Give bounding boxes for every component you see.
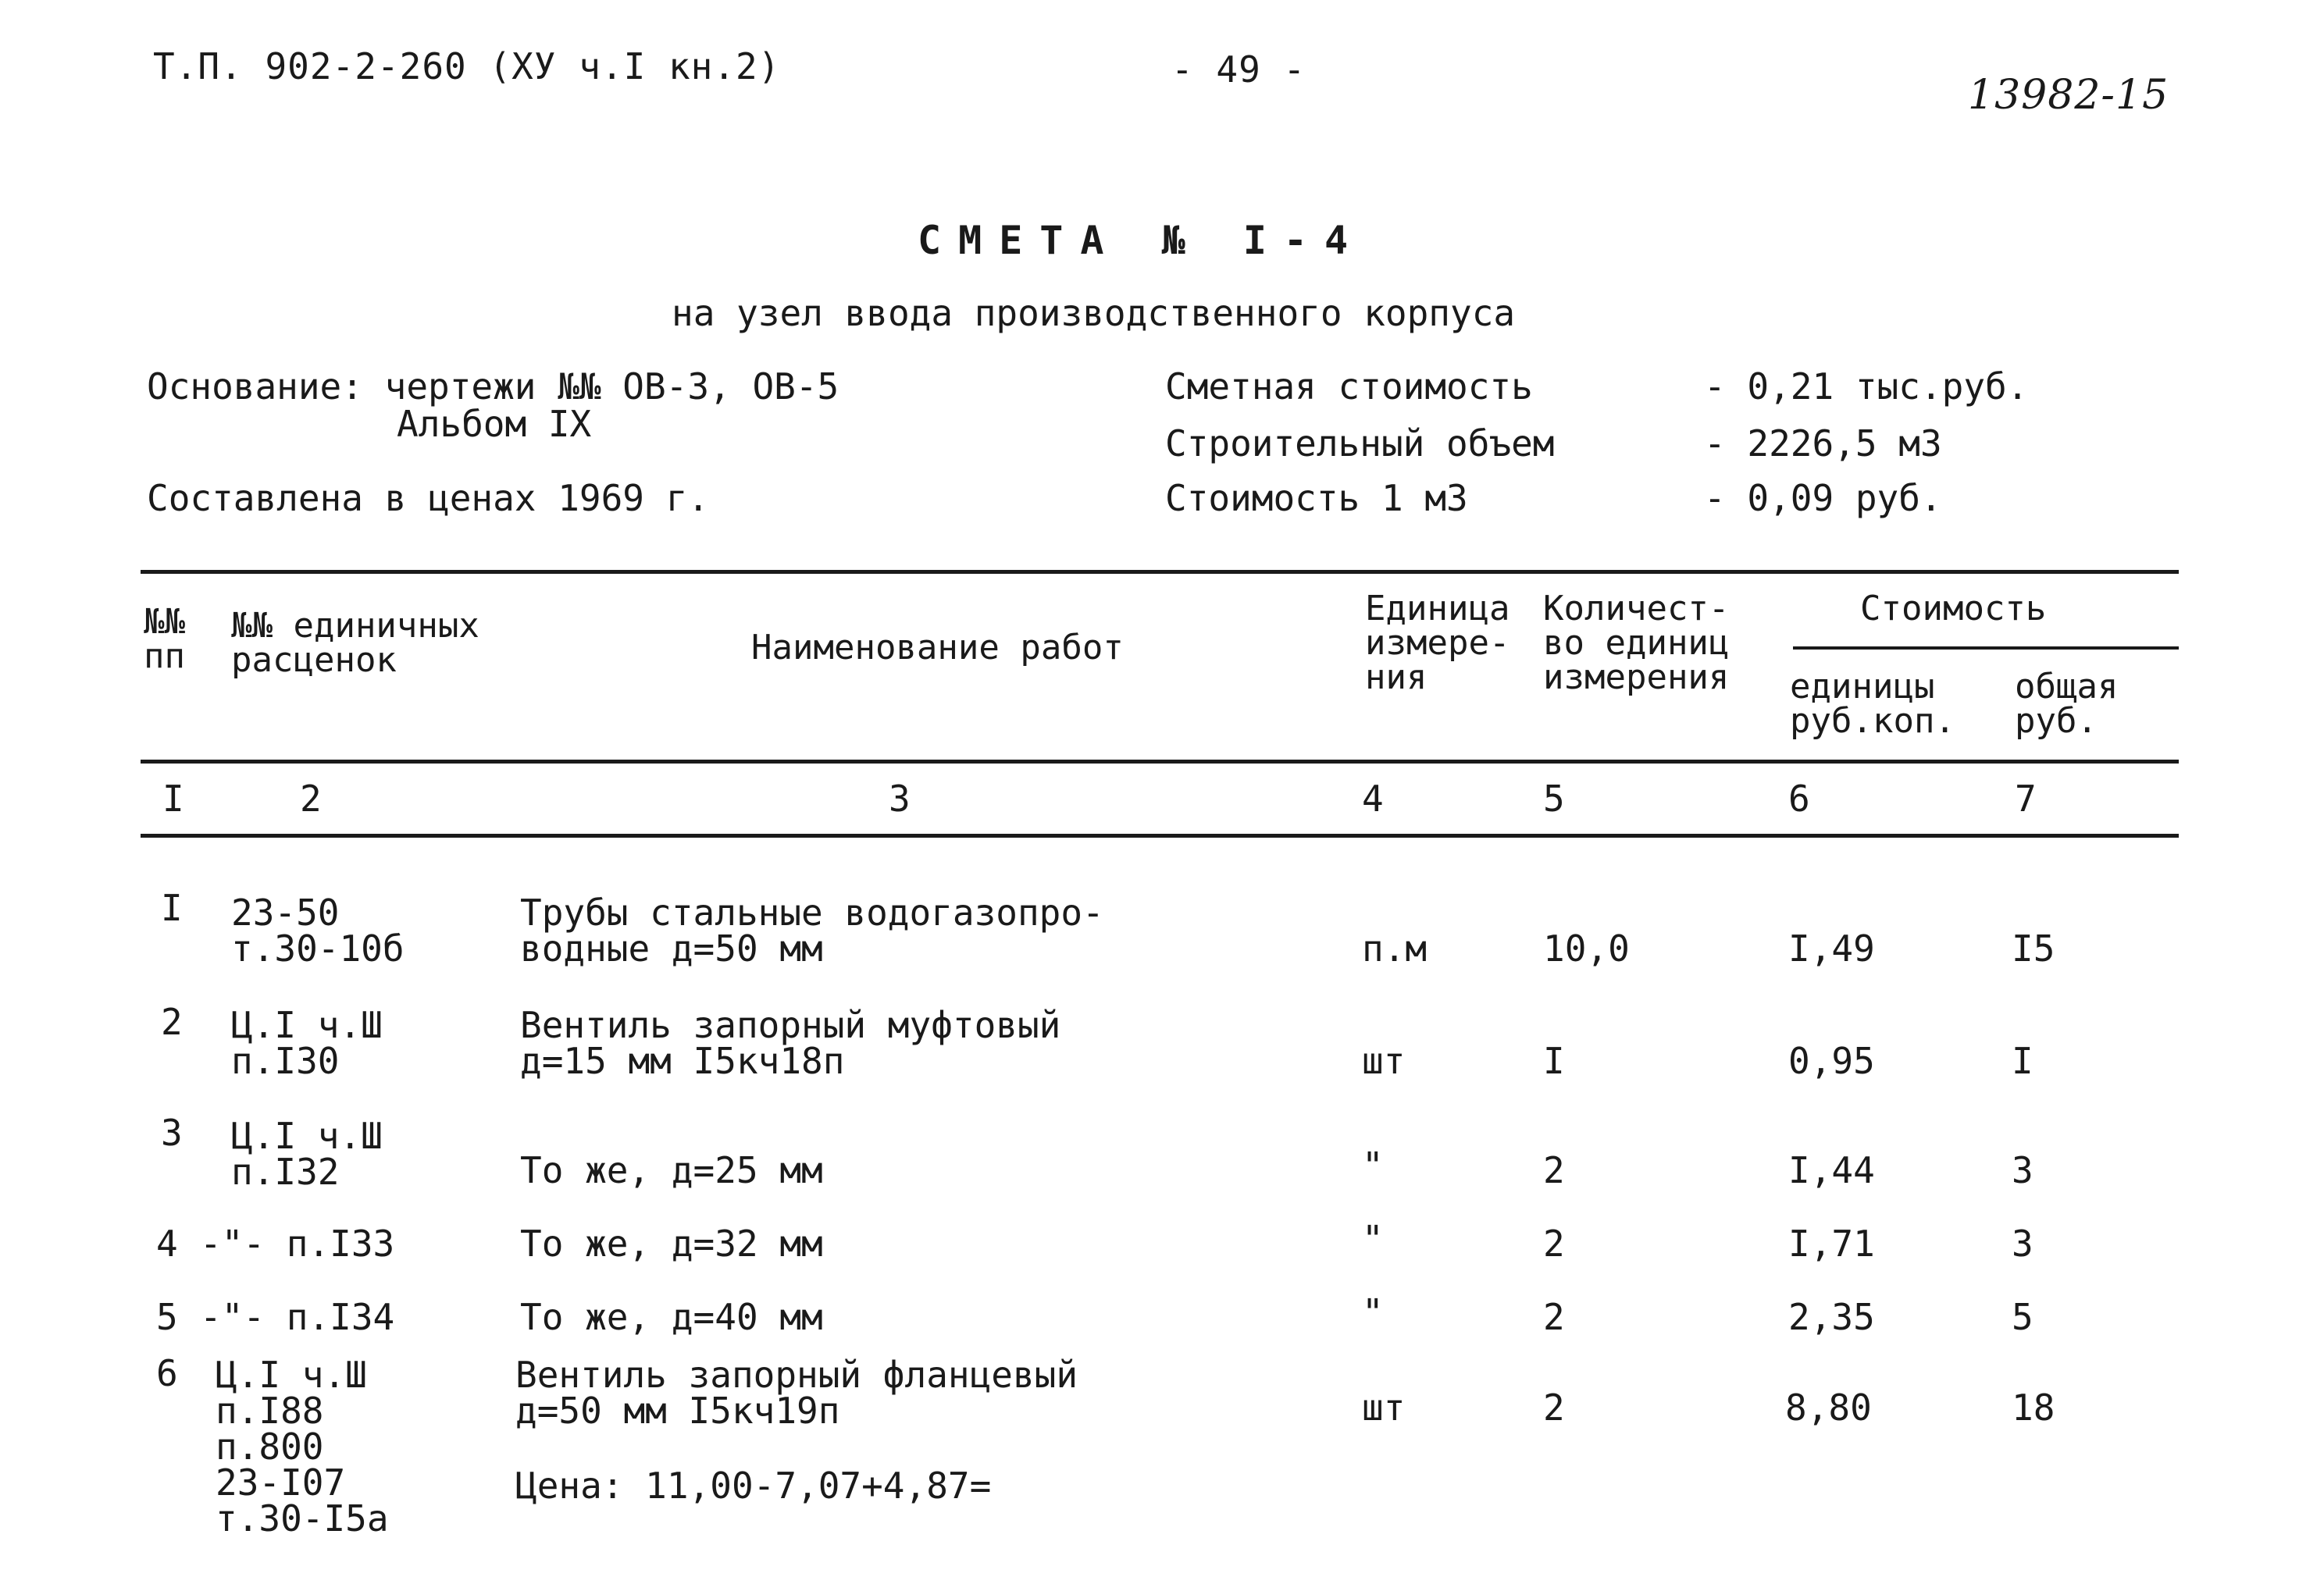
building-volume-label: Строительный объем bbox=[1165, 422, 1555, 465]
header-unit-price: единицы руб.коп. bbox=[1790, 667, 1955, 741]
table-row-quantity: 2 bbox=[1543, 1223, 1565, 1265]
header-cost-group: Стоимость bbox=[1860, 589, 2047, 628]
column-number-7: 7 bbox=[2015, 778, 2037, 820]
price-calculation-note: Цена: 11,00-7,07+4,87= bbox=[515, 1465, 992, 1507]
header-rate-code: №№ единичных расценок bbox=[231, 606, 479, 680]
table-row-code: Ц.I ч.Ш п.I32 bbox=[231, 1115, 383, 1193]
table-row-number: 2 bbox=[161, 1001, 183, 1043]
table-row-name: То же, д=40 мм bbox=[520, 1296, 823, 1338]
column-number-6: 6 bbox=[1788, 778, 1810, 820]
table-row-name: Вентиль запорный муфтовый д=15 мм I5кч18п bbox=[520, 1004, 1061, 1082]
estimated-cost-label: Сметная стоимость bbox=[1165, 365, 1533, 408]
building-volume-value: - 2226,5 м3 bbox=[1704, 422, 1942, 465]
table-row-code: 23-50 т.30-10б bbox=[231, 892, 405, 970]
table-row-number: I bbox=[161, 887, 183, 929]
table-row-unit: п.м bbox=[1362, 927, 1428, 970]
table-row-unit: " bbox=[1362, 1144, 1384, 1187]
table-row-name: То же, д=32 мм bbox=[520, 1223, 823, 1265]
table-row-total: I5 bbox=[2012, 927, 2055, 970]
header-bottom-rule bbox=[141, 760, 2179, 764]
unit-cost-value: - 0,09 руб. bbox=[1704, 477, 1942, 519]
table-row-total: 3 bbox=[2012, 1149, 2034, 1191]
table-row-number: 5 bbox=[156, 1296, 178, 1338]
header-row-number: №№ пп bbox=[144, 602, 185, 676]
cost-group-rule bbox=[1793, 646, 2179, 650]
table-row-quantity: 2 bbox=[1543, 1296, 1565, 1338]
table-row-code: Ц.I ч.Ш п.I88 п.800 23-I07 т.30-I5а bbox=[216, 1354, 389, 1540]
table-row-number: 4 bbox=[156, 1223, 178, 1265]
table-row-name: Вентиль запорный фланцевый д=50 мм I5кч19п bbox=[515, 1354, 1078, 1432]
document-code: Т.П. 902-2-260 (ХУ ч.I кн.2) bbox=[153, 45, 781, 87]
table-row-total: 5 bbox=[2012, 1296, 2034, 1338]
column-number-1: I bbox=[162, 778, 184, 820]
table-row-unit: шт bbox=[1362, 1040, 1406, 1082]
table-row-number: 6 bbox=[156, 1352, 178, 1394]
table-row-unit-price: I,49 bbox=[1788, 927, 1875, 970]
column-number-5: 5 bbox=[1543, 778, 1565, 820]
column-numbers-rule bbox=[141, 834, 2179, 838]
header-unit: Единица измере- ния bbox=[1365, 589, 1510, 697]
header-work-name: Наименование работ bbox=[751, 628, 1124, 667]
table-row-code: -"- п.I34 bbox=[200, 1296, 395, 1338]
column-number-3: 3 bbox=[889, 778, 911, 820]
table-row-quantity: I bbox=[1543, 1040, 1565, 1082]
table-row-unit-price: 0,95 bbox=[1788, 1040, 1875, 1082]
table-row-name: Трубы стальные водогазопро- водные д=50 мм bbox=[520, 892, 1104, 970]
table-row-number: 3 bbox=[161, 1112, 183, 1154]
estimate-title: СМЕТА № I-4 bbox=[918, 218, 1366, 263]
table-row-unit: шт bbox=[1362, 1387, 1406, 1429]
page-number: - 49 - bbox=[1171, 48, 1306, 91]
table-row-unit-price: I,71 bbox=[1788, 1223, 1875, 1265]
table-row-unit: " bbox=[1362, 1218, 1384, 1260]
table-row-name: То же, д=25 мм bbox=[520, 1149, 823, 1191]
basis-album: Альбом IX bbox=[397, 403, 592, 445]
table-row-quantity: 2 bbox=[1543, 1387, 1565, 1429]
table-row-total: I bbox=[2012, 1040, 2034, 1082]
table-row-quantity: 2 bbox=[1543, 1149, 1565, 1191]
table-row-total: 3 bbox=[2012, 1223, 2034, 1265]
unit-cost-label: Стоимость 1 м3 bbox=[1165, 477, 1468, 519]
table-row-total: 18 bbox=[2012, 1387, 2055, 1429]
table-row-code: Ц.I ч.Ш п.I30 bbox=[231, 1004, 383, 1082]
table-top-rule bbox=[141, 570, 2179, 574]
table-row-unit-price: I,44 bbox=[1788, 1149, 1875, 1191]
basis-line: Основание: чертежи №№ ОВ-3, ОВ-5 bbox=[147, 365, 839, 408]
header-total: общая руб. bbox=[2015, 667, 2119, 741]
price-base: Составлена в ценах 1969 г. bbox=[147, 477, 710, 519]
archive-stamp: 13982-15 bbox=[1968, 72, 2169, 119]
table-row-unit: " bbox=[1362, 1291, 1384, 1333]
table-row-unit-price: 2,35 bbox=[1788, 1296, 1875, 1338]
table-row-quantity: 10,0 bbox=[1543, 927, 1630, 970]
estimated-cost-value: - 0,21 тыс.руб. bbox=[1704, 365, 2029, 408]
header-quantity: Количест- во единиц измерения bbox=[1543, 589, 1730, 697]
column-number-4: 4 bbox=[1362, 778, 1384, 820]
column-number-2: 2 bbox=[300, 778, 322, 820]
table-row-unit-price: 8,80 bbox=[1785, 1387, 1872, 1429]
estimate-subtitle: на узел ввода производственного корпуса bbox=[672, 292, 1516, 334]
table-row-code: -"- п.I33 bbox=[200, 1223, 395, 1265]
